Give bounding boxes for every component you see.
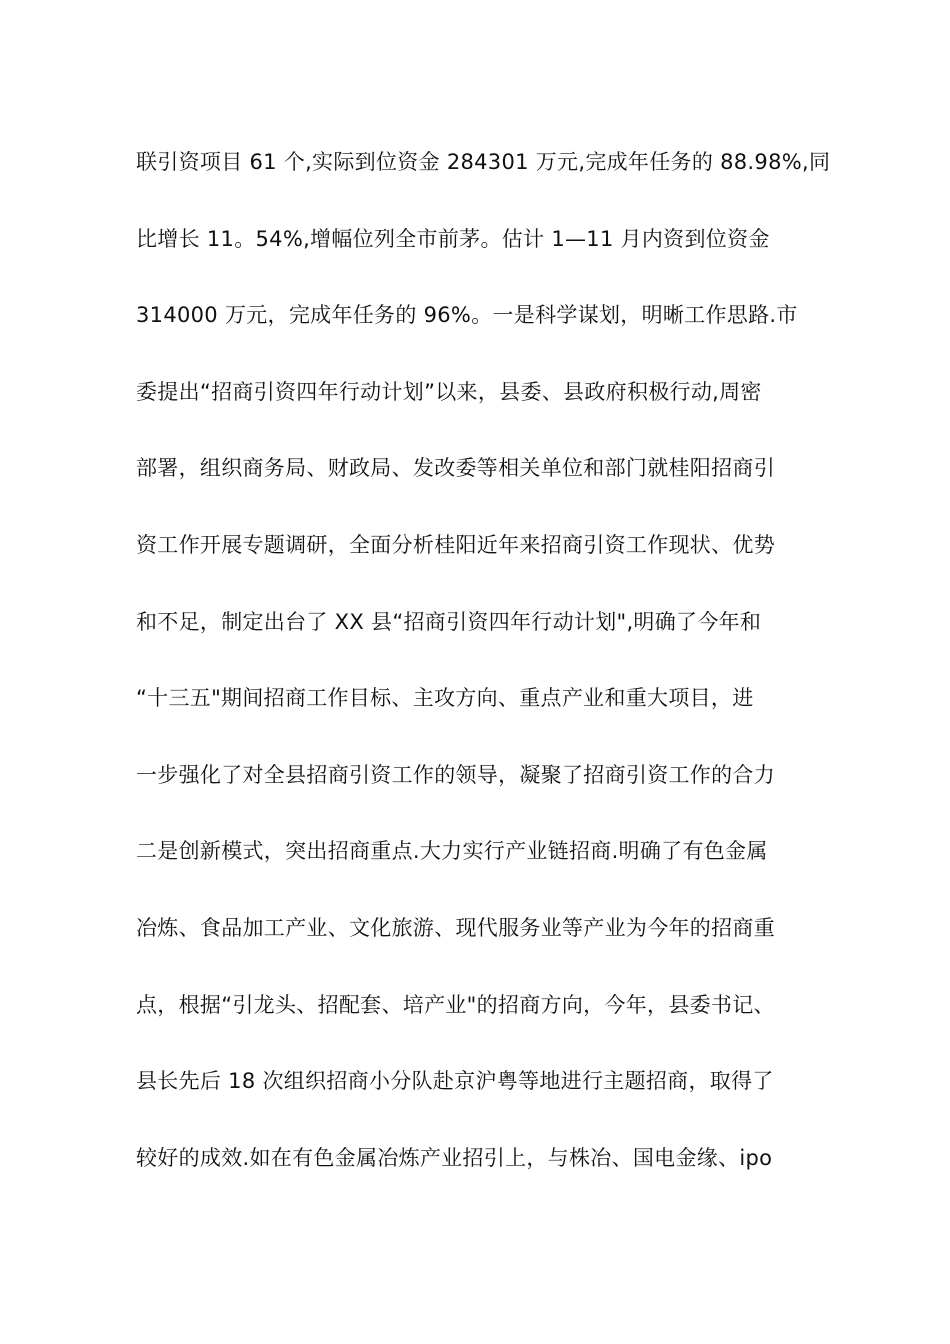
document-body: [136, 142, 836, 1214]
text-line: 冶炼、食品加工产业、文化旅游、现代服务业等产业为今年的招商重: [136, 915, 775, 940]
text-line: 一步强化了对全县招商引资工作的领导，凝聚了招商引资工作的合力: [136, 762, 775, 787]
text-line: 比增长 11。54%,增幅位列全市前茅。估计 1—11 月内资到位资金: [136, 226, 770, 251]
text-line: 二是创新模式，突出招商重点.大力实行产业链招商.明确了有色金属: [136, 839, 768, 864]
text-line: “十三五"期间招商工作目标、主攻方向、重点产业和重大项目，进: [136, 686, 754, 711]
text-line: 联引资项目 61 个,实际到位资金 284301 万元,完成年任务的 88.98%,同: [136, 150, 831, 174]
text-line: 资工作开展专题调研，全面分析桂阳近年来招商引资工作现状、优势: [136, 532, 775, 557]
text-line: 和不足，制定出台了 XX 县“招商引资四年行动计划",明确了今年和: [136, 609, 762, 634]
text-line: 314000 万元，完成年任务的 96%。一是科学谋划，明晰工作思路.市: [136, 303, 798, 328]
text-line: 部署，组织商务局、财政局、发改委等相关单位和部门就桂阳招商引: [136, 456, 775, 481]
text-line: 较好的成效.如在有色金属冶炼产业招引上，与株冶、国电金缘、ipo: [136, 1145, 773, 1170]
text-line: 点，根据“引龙头、招配套、培产业"的招商方向，今年，县委书记、: [136, 992, 775, 1017]
text-line: 县长先后 18 次组织招商小分队赴京沪粤等地进行主题招商，取得了: [136, 1069, 774, 1094]
text-line: 委提出“招商引资四年行动计划”以来，县委、县政府积极行动,周密: [136, 379, 762, 404]
